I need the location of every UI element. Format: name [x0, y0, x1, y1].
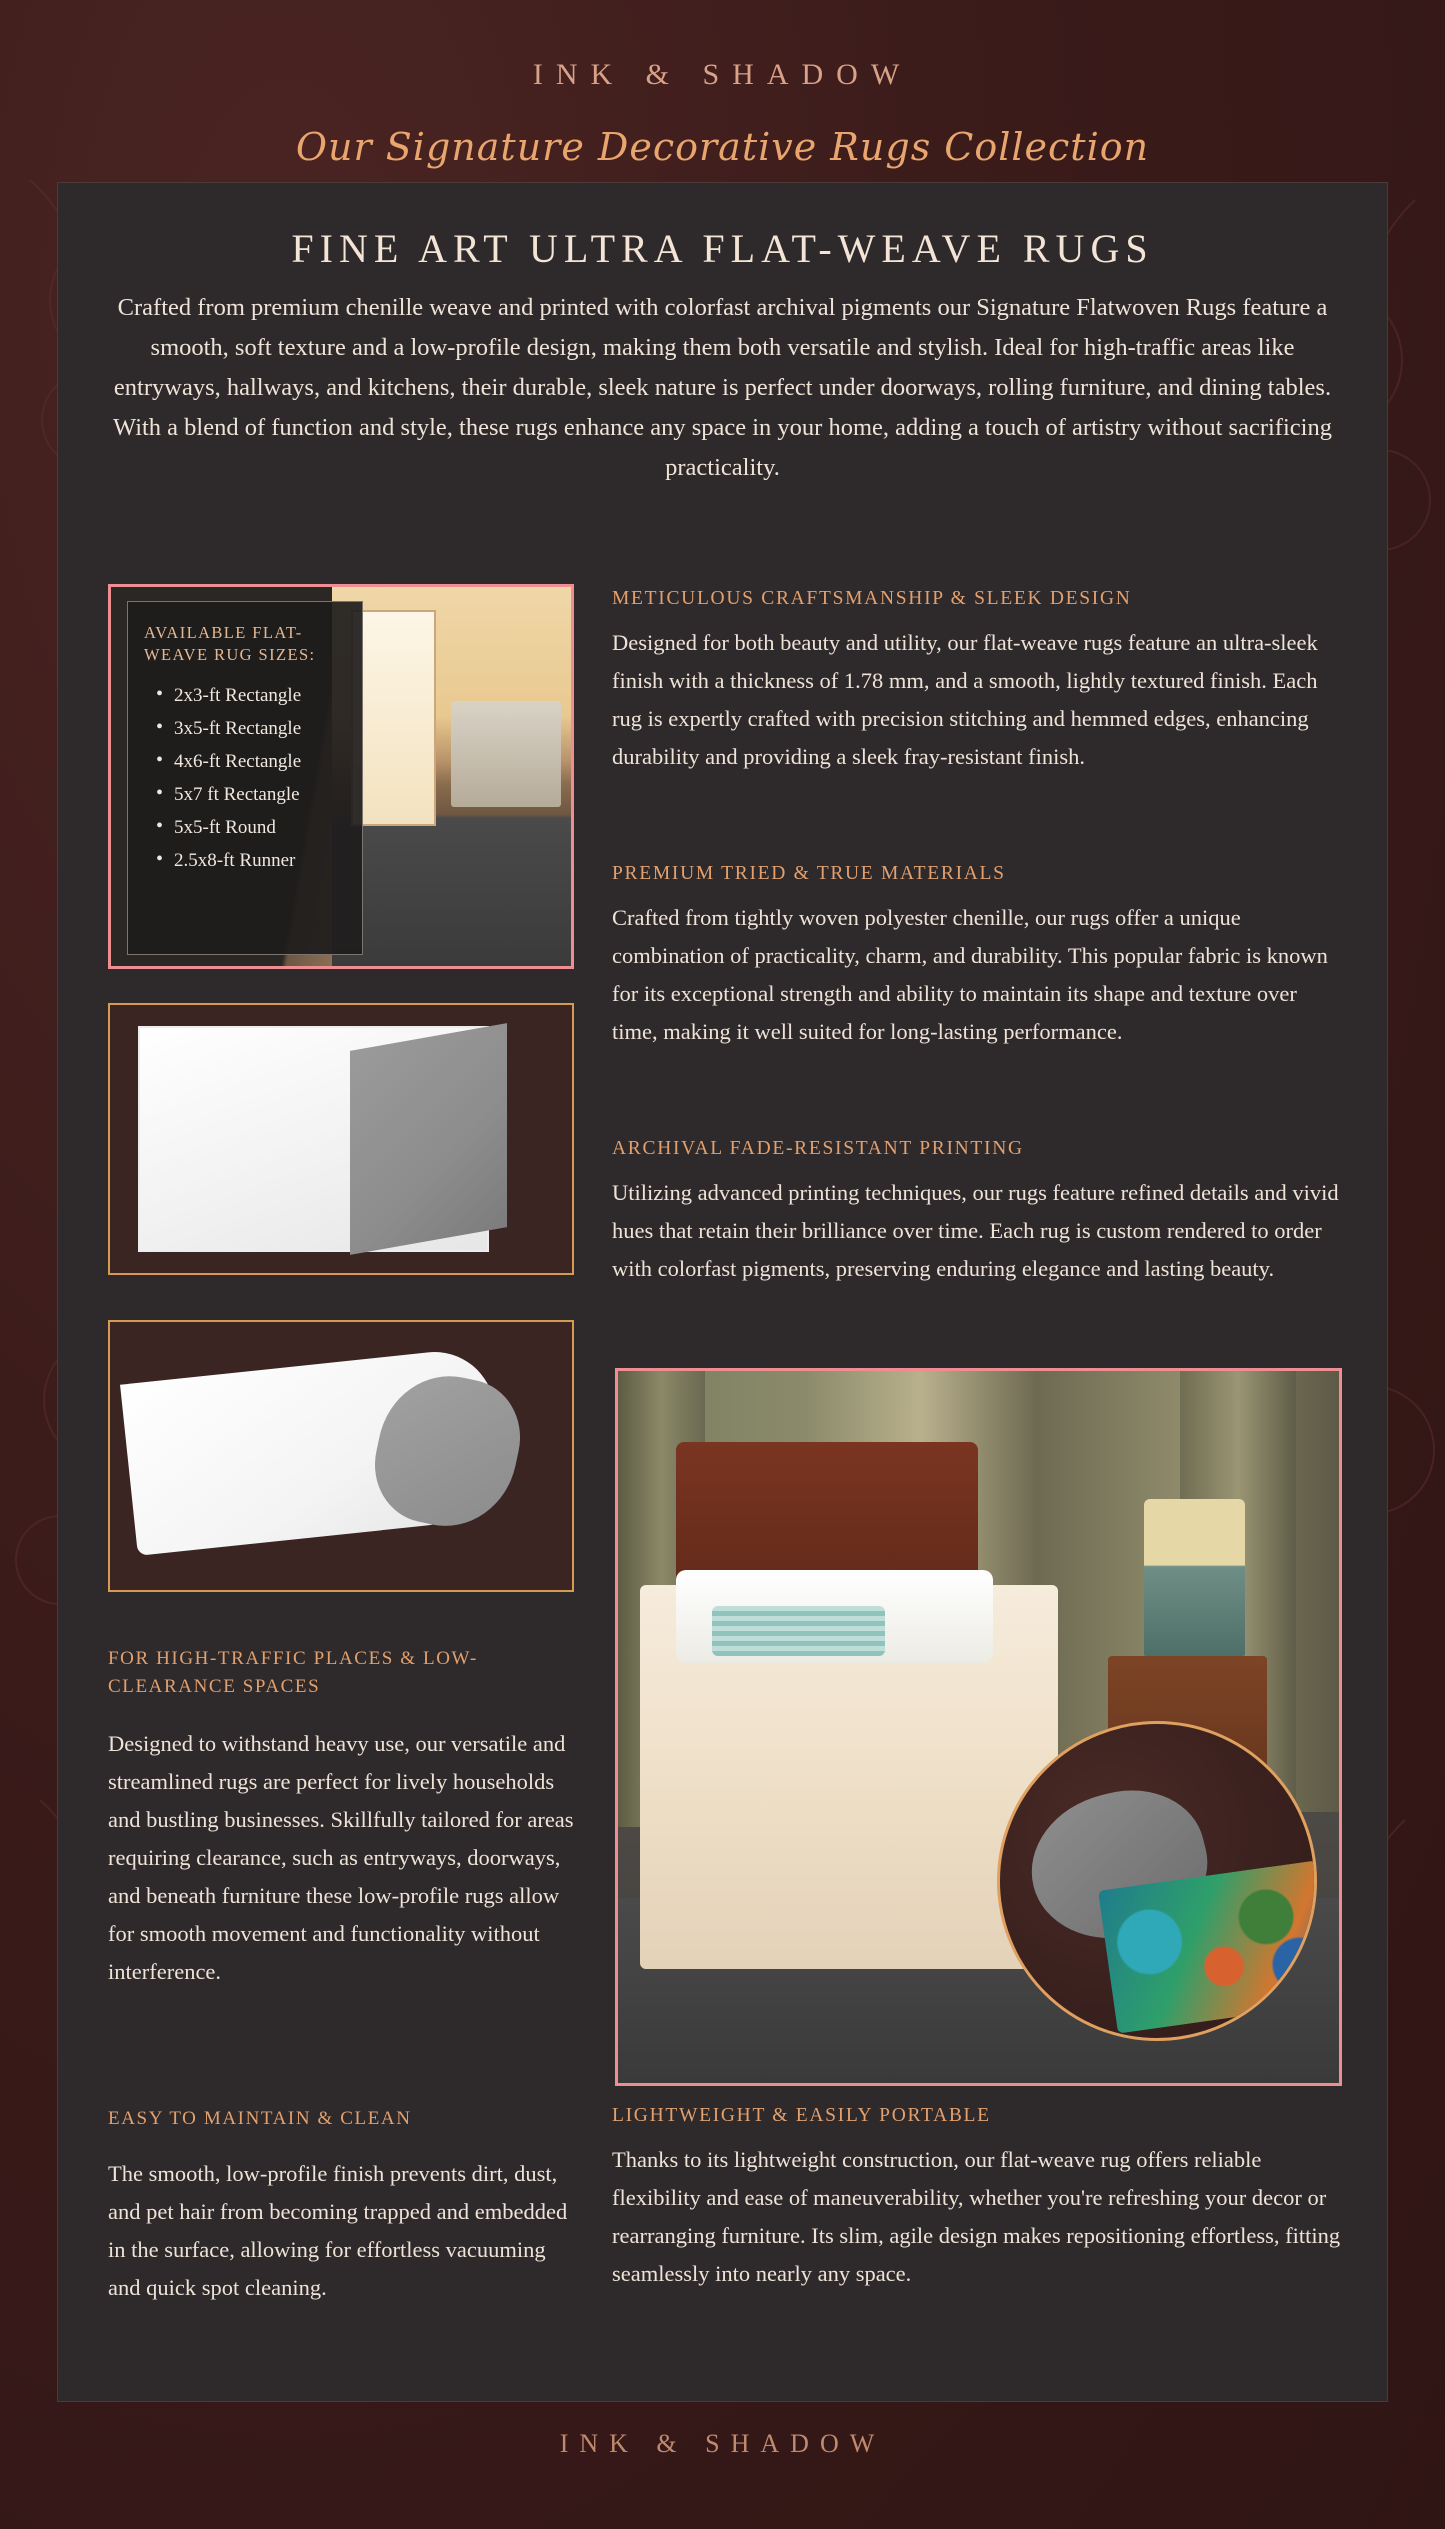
- rug-rolled-edge-photo: [108, 1320, 574, 1592]
- brand-title-bottom: INK & SHADOW: [559, 2429, 886, 2458]
- right-section-4-heading: LIGHTWEIGHT & EASILY PORTABLE: [612, 2105, 991, 2126]
- right-section-1-heading: METICULOUS CRAFTSMANSHIP & SLEEK DESIGN: [612, 588, 1132, 609]
- list-item: • 2.5x8-ft Runner: [154, 844, 346, 877]
- hallway-photo-art: [332, 587, 571, 966]
- right-section-3-body: Utilizing advanced printing techniques, our rugs feature refined details and vivid hues that retain their brilliance over time. Each rug is custom rendered to order with colorfast pigments, preserving enduring elegance and lasting beauty.: [612, 1180, 1339, 1281]
- list-item: • 2x3-ft Rectangle: [154, 679, 346, 712]
- available-sizes-card: [127, 601, 363, 955]
- right-section-2-body: Crafted from tightly woven polyester chenille, our rugs offer a unique combination of practicality, charm, and durability. This popular fabric is known for its exceptional strength and ability to maintain its shape and texture over time, making it well suited for long-lasting performance.: [612, 905, 1328, 1044]
- rug-backing-layer: [350, 1023, 507, 1254]
- right-section-2-heading: PREMIUM TRIED & TRUE MATERIALS: [612, 863, 1006, 884]
- available-sizes-list: [144, 679, 346, 877]
- left-section-2: [108, 2105, 574, 2307]
- page-title: FINE ART ULTRA FLAT-WEAVE RUGS: [291, 226, 1154, 271]
- right-section-2: [612, 863, 1342, 1077]
- left-section-2-body: The smooth, low-profile finish prevents dirt, dust, and pet hair from becoming trapped and embedded in the surface, allowing for effortless vacuuming and quick spot cleaning.: [108, 2161, 568, 2300]
- left-section-1-heading: FOR HIGH-TRAFFIC PLACES & LOW-CLEARANCE SPACES: [108, 1648, 478, 1697]
- left-section-1: [108, 1645, 574, 1991]
- left-section-1-body: Designed to withstand heavy use, our versatile and streamlined rugs are perfect for lively households and bustling businesses. Skillfully tailored for areas requiring clearance, such as entryways, doorways, and beneath furniture these low-profile rugs allow for smooth movement and functionality without interference.: [108, 1731, 574, 1984]
- collection-script-title: Our Signature Decorative Rugs Collection: [295, 125, 1150, 169]
- right-section-4: [612, 2105, 1342, 2319]
- rug-printed-art: [1098, 1860, 1317, 2034]
- bed-accent-pillow: [712, 1606, 885, 1656]
- right-section-1-body: Designed for both beauty and utility, our flat-weave rugs feature an ultra-sleek finish with a thickness of 1.78 mm, and a smooth, lightly textured finish. Each rug is expertly crafted with precision stitching and hemmed edges, enhancing durability and providing a sleek fray-resistant finish.: [612, 630, 1318, 769]
- rug-detail-inset: [997, 1721, 1317, 2041]
- intro-paragraph: Crafted from premium chenille weave and printed with colorfast archival pigments our Signature Flatwoven Rugs feature a smooth, soft texture and a low-profile design, making them both versatile and stylish. Ideal for high-traffic areas like entryways, hallways, and kitchens, their durable, sleek nature is perfect under doorways, rolling furniture, and dining tables. With a blend of function and style, these rugs enhance any space in your home, adding a touch of artistry without sacrificing practicality.: [113, 294, 1332, 481]
- brand-title-top: INK & SHADOW: [532, 58, 913, 91]
- list-item: • 3x5-ft Rectangle: [154, 712, 346, 745]
- table-lamp: [1144, 1499, 1245, 1656]
- right-section-3-heading: ARCHIVAL FADE-RESISTANT PRINTING: [612, 1138, 1024, 1159]
- rug-corner-fold-photo: [108, 1003, 574, 1275]
- left-section-2-heading: EASY TO MAINTAIN & CLEAN: [108, 2108, 412, 2129]
- right-section-1: [612, 588, 1342, 802]
- hallway-rug-photo: [108, 584, 574, 969]
- right-section-3: [612, 1138, 1342, 1314]
- list-item: • 5x5-ft Round: [154, 811, 346, 844]
- bedroom-rug-photo: [615, 1368, 1342, 2086]
- list-item: • 5x7 ft Rectangle: [154, 778, 346, 811]
- right-section-4-body: Thanks to its lightweight construction, our flat-weave rug offers reliable flexibility and ease of maneuverability, whether you're refreshing your decor or rearranging furniture. Its slim, agile design makes repositioning effortless, fitting seamlessly into nearly any space.: [612, 2147, 1341, 2286]
- available-sizes-title: AVAILABLE FLAT-WEAVE RUG SIZES:: [144, 623, 316, 664]
- list-item: • 4x6-ft Rectangle: [154, 745, 346, 778]
